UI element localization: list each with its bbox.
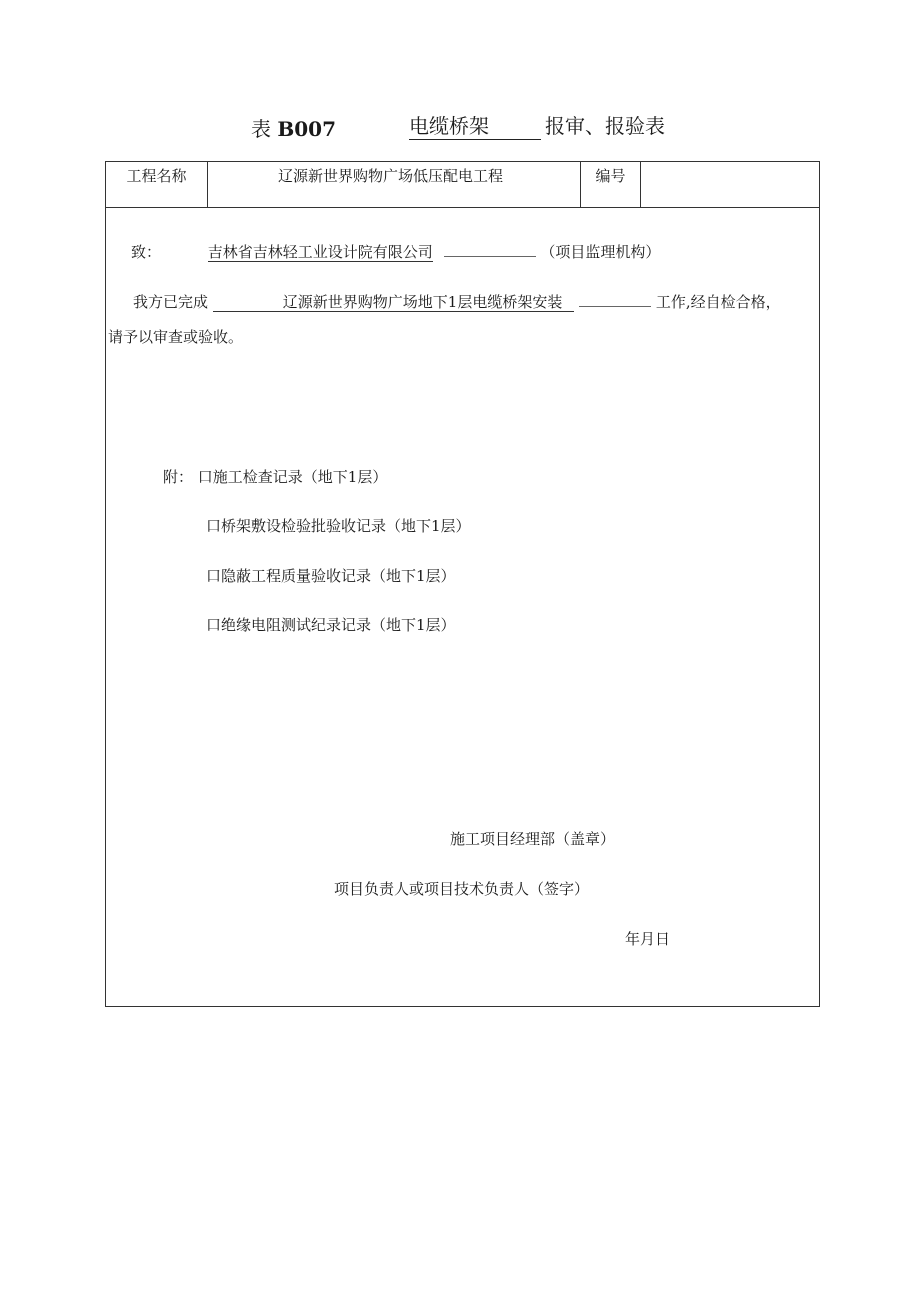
recipient-org[interactable]: 吉林省吉林轻工业设计院有限公司: [207, 243, 433, 261]
form-title-suffix: 报审、报验表: [545, 114, 665, 138]
project-name-value[interactable]: 辽源新世界购物广场低压配电工程: [208, 162, 581, 207]
number-label: 编号: [581, 162, 641, 207]
attachments-first-line: [163, 466, 387, 487]
signature-label: 项目负责人或项目技术负责人（签字）: [334, 880, 590, 898]
request-text: 请予以审查或验收。: [108, 328, 244, 346]
completion-suffix: 工作,经自检合格，: [655, 293, 781, 311]
recipient-line: [131, 241, 660, 262]
form-table: [105, 161, 820, 1007]
recipient-suffix: （项目监理机构）: [540, 243, 661, 261]
date-label: 年月日: [625, 930, 671, 948]
form-subject: 电缆桥架: [409, 113, 541, 140]
attachment-item[interactable]: 口施工检查记录（地下1层）: [197, 468, 388, 486]
completed-work[interactable]: 辽源新世界购物广场地下1层电缆桥架安装: [213, 293, 575, 312]
project-name-label: 工程名称: [106, 162, 208, 207]
completion-prefix: 我方已完成: [133, 293, 209, 311]
attachment-item[interactable]: 口绝缘电阻测试纪录记录（地下1层）: [206, 616, 456, 634]
form-code-prefix: 表: [251, 117, 271, 141]
department-seal-label: 施工项目经理部（盖章）: [450, 830, 616, 848]
recipient-blank: [444, 242, 536, 257]
attachment-item[interactable]: 口桥架敷设检验批验收记录（地下1层）: [206, 517, 471, 535]
header-row: [106, 162, 819, 208]
recipient-label: 致：: [131, 243, 162, 261]
number-value[interactable]: [641, 162, 821, 207]
form-title: [0, 113, 920, 143]
completion-blank: [579, 292, 651, 307]
attachment-item[interactable]: 口隐蔽工程质量验收记录（地下1层）: [206, 567, 456, 585]
form-code: [251, 113, 336, 142]
form-code-number: B007: [277, 117, 337, 141]
attachments-label: 附：: [163, 468, 194, 486]
completion-line: [133, 291, 781, 312]
